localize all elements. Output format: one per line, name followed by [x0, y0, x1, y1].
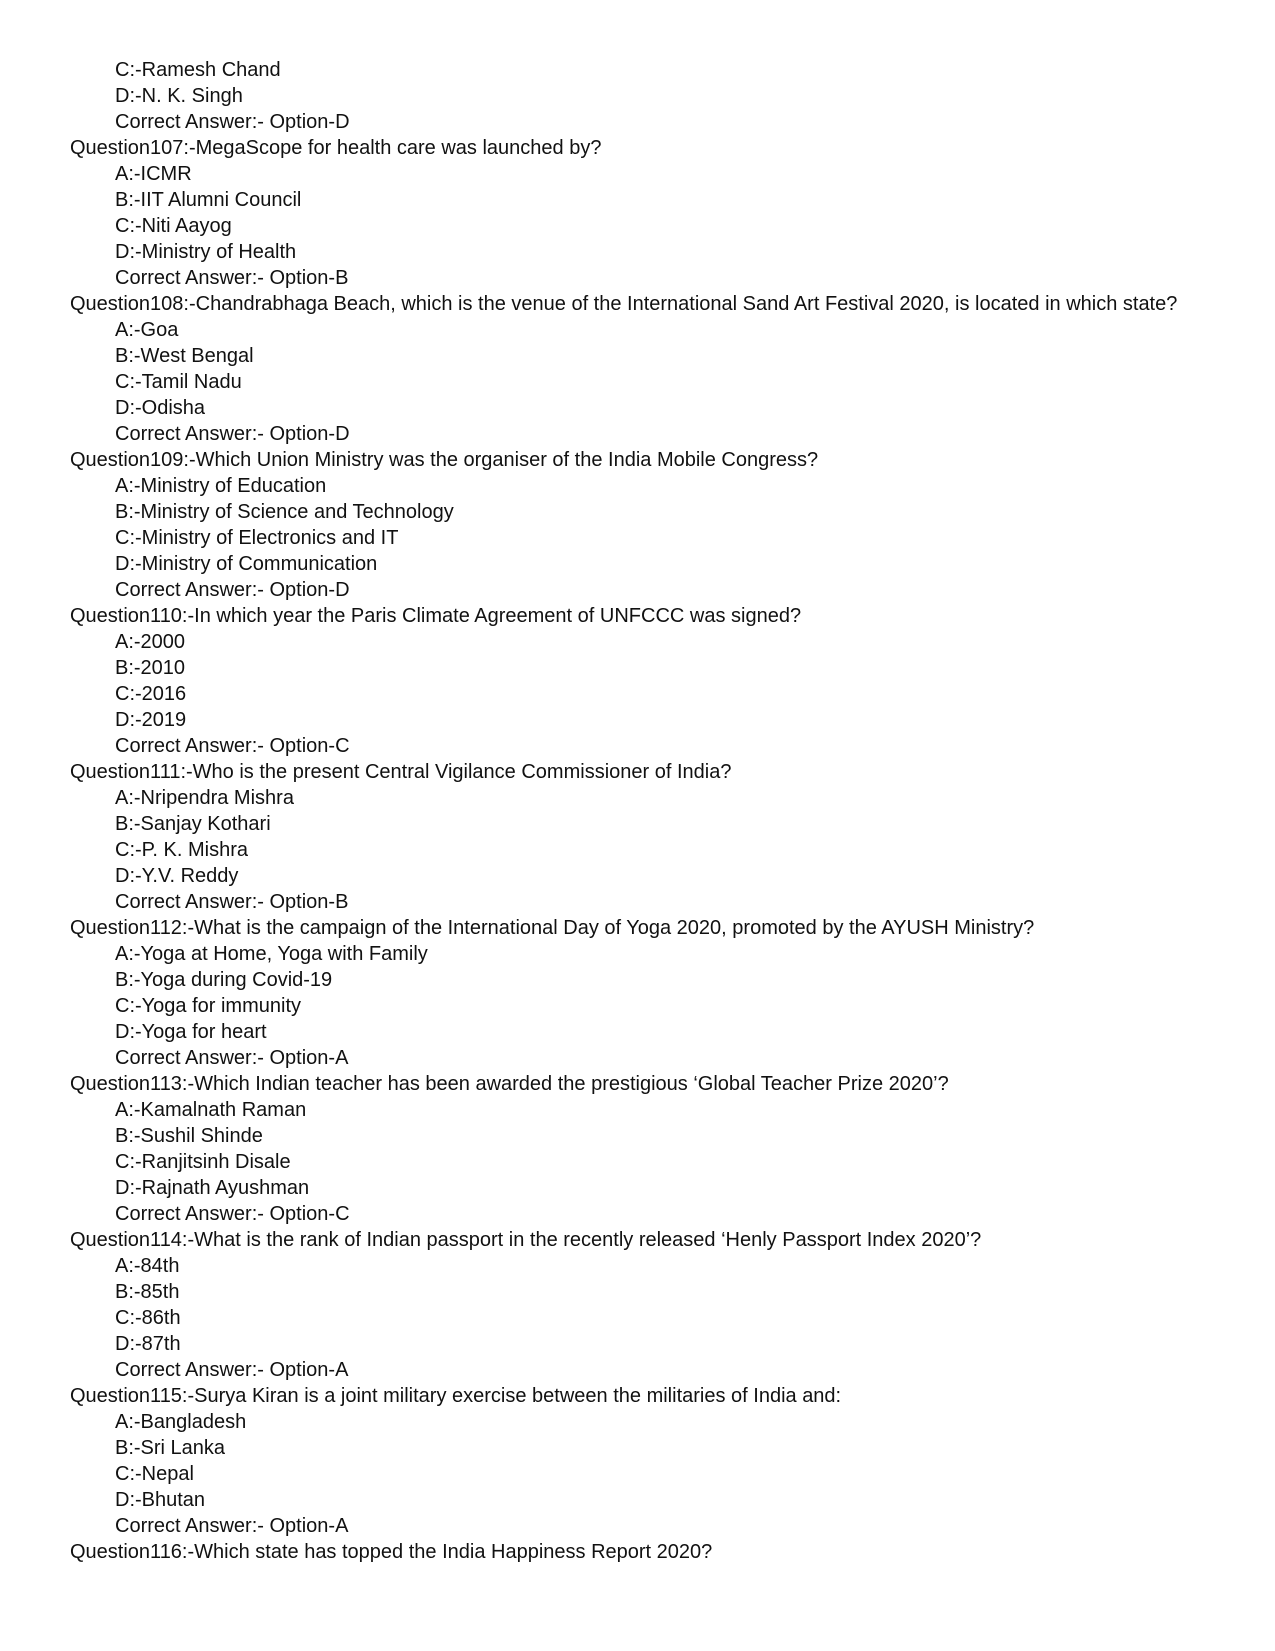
option-b: B:-Sushil Shinde: [115, 1125, 263, 1147]
option-a: A:-Bangladesh: [115, 1411, 247, 1433]
option-c: C:-Niti Aayog: [115, 215, 232, 237]
question-115: [0, 1383, 1275, 1539]
question-text: Question112:-What is the campaign of the International Day of Yoga 2020, promoted by the AYUSH Ministry?: [70, 917, 1035, 939]
option-d: D:-87th: [115, 1333, 181, 1355]
option-d: D:-Rajnath Ayushman: [115, 1177, 310, 1199]
correct-answer: Correct Answer:- Option-A: [115, 1359, 349, 1381]
question-114: [0, 1227, 1275, 1383]
question-text: Question107:-MegaScope for health care was launched by?: [70, 137, 602, 159]
option-c: C:-Ramesh Chand: [115, 59, 281, 81]
option-d: D:-Yoga for heart: [115, 1021, 267, 1043]
option-d: D:-Y.V. Reddy: [115, 865, 239, 887]
option-c: C:-Ranjitsinh Disale: [115, 1151, 291, 1173]
option-d: D:-Ministry of Health: [115, 241, 297, 263]
option-a: A:-Nripendra Mishra: [115, 787, 294, 809]
option-b: B:-Ministry of Science and Technology: [115, 501, 454, 523]
option-a: A:-Ministry of Education: [115, 475, 327, 497]
document-page: [0, 57, 1275, 1565]
correct-answer: Correct Answer:- Option-C: [115, 1203, 350, 1225]
correct-answer: Correct Answer:- Option-D: [115, 579, 350, 601]
correct-answer: Correct Answer:- Option-D: [115, 423, 350, 445]
option-a: A:-2000: [115, 631, 186, 653]
option-c: C:-Nepal: [115, 1463, 194, 1485]
option-b: B:-West Bengal: [115, 345, 254, 367]
question-116: [0, 1539, 1275, 1565]
option-c: C:-86th: [115, 1307, 181, 1329]
question-111: [0, 759, 1275, 915]
correct-answer: Correct Answer:- Option-A: [115, 1047, 349, 1069]
option-d: D:-Bhutan: [115, 1489, 206, 1511]
question-text: Question116:-Which state has topped the India Happiness Report 2020?: [70, 1541, 713, 1563]
option-d: D:-Odisha: [115, 397, 206, 419]
option-d: D:-N. K. Singh: [115, 85, 243, 107]
correct-answer: Correct Answer:- Option-A: [115, 1515, 349, 1537]
question-text: Question114:-What is the rank of Indian passport in the recently released ‘Henly Passport Index 2020’?: [70, 1229, 982, 1251]
option-d: D:-2019: [115, 709, 187, 731]
option-c: C:-Yoga for immunity: [115, 995, 301, 1017]
option-b: B:-85th: [115, 1281, 180, 1303]
question-113: [0, 1071, 1275, 1227]
correct-answer: Correct Answer:- Option-B: [115, 891, 349, 913]
option-a: A:-ICMR: [115, 163, 192, 185]
option-c: C:-Ministry of Electronics and IT: [115, 527, 399, 549]
option-c: C:-P. K. Mishra: [115, 839, 248, 861]
question-107: [0, 135, 1275, 291]
correct-answer: Correct Answer:- Option-C: [115, 735, 350, 757]
option-a: A:-84th: [115, 1255, 180, 1277]
question-text: Question113:-Which Indian teacher has been awarded the prestigious ‘Global Teacher Prize 2020’?: [70, 1073, 949, 1095]
option-b: B:-Sri Lanka: [115, 1437, 226, 1459]
question-text: Question111:-Who is the present Central Vigilance Commissioner of India?: [70, 761, 732, 783]
option-a: A:-Goa: [115, 319, 179, 341]
question-109: [0, 447, 1275, 603]
question-text: Question110:-In which year the Paris Climate Agreement of UNFCCC was signed?: [70, 605, 802, 627]
correct-answer: Correct Answer:- Option-D: [115, 111, 350, 133]
question-text: Question108:-Chandrabhaga Beach, which is the venue of the International Sand Art Festival 2020, is located in which state?: [70, 293, 1178, 315]
question-108: [0, 291, 1275, 447]
option-a: A:-Yoga at Home, Yoga with Family: [115, 943, 428, 965]
question-112: [0, 915, 1275, 1071]
option-a: A:-Kamalnath Raman: [115, 1099, 307, 1121]
option-b: B:-Sanjay Kothari: [115, 813, 271, 835]
carryover-block: [0, 57, 1275, 135]
option-c: C:-Tamil Nadu: [115, 371, 242, 393]
correct-answer: Correct Answer:- Option-B: [115, 267, 349, 289]
option-b: B:-Yoga during Covid-19: [115, 969, 333, 991]
question-110: [0, 603, 1275, 759]
option-b: B:-IIT Alumni Council: [115, 189, 302, 211]
option-b: B:-2010: [115, 657, 186, 679]
option-d: D:-Ministry of Communication: [115, 553, 378, 575]
question-text: Question115:-Surya Kiran is a joint military exercise between the militaries of India and:: [70, 1385, 842, 1407]
option-c: C:-2016: [115, 683, 187, 705]
question-text: Question109:-Which Union Ministry was the organiser of the India Mobile Congress?: [70, 449, 819, 471]
